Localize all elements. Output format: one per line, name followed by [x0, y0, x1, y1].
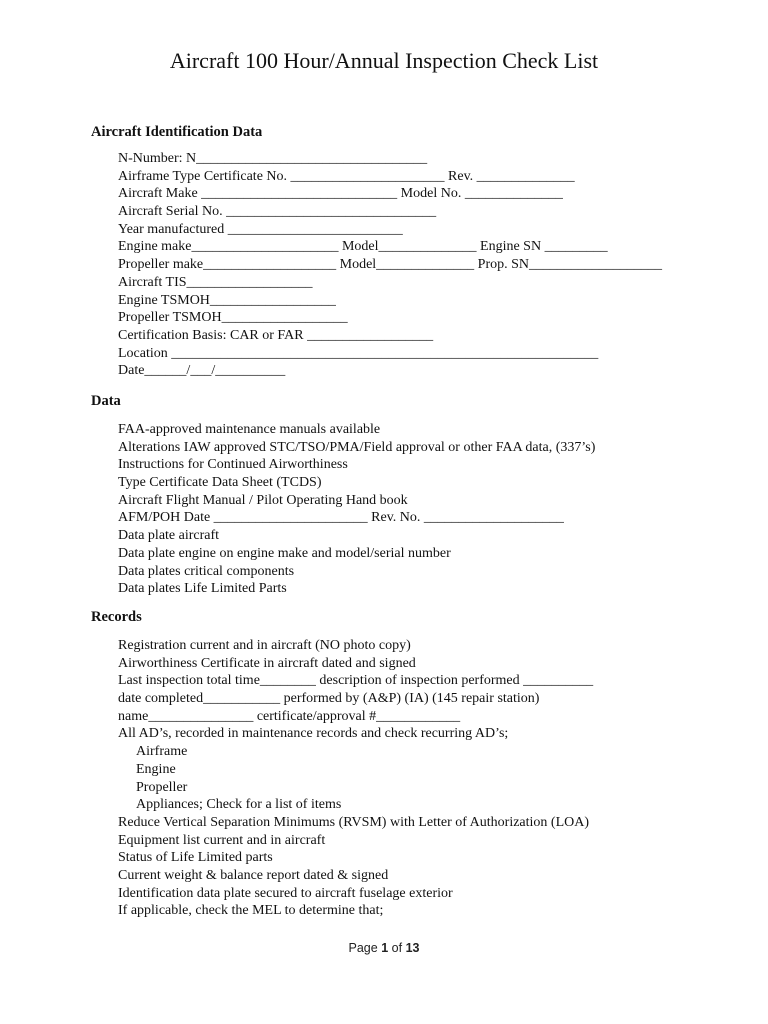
item-text: Data plates critical components	[118, 563, 295, 579]
item-text: N-Number: N_________________________________	[118, 151, 428, 166]
section-heading-identification: Aircraft Identification Data	[91, 124, 263, 140]
item-text: Airworthiness Certificate in aircraft dated and signed	[118, 655, 416, 671]
page-total: 13	[405, 941, 420, 955]
item-text: Certification Basis: CAR or FAR __________________	[118, 327, 434, 343]
item-text: AFM/POH Date ______________________ Rev. No. ____________________	[118, 510, 564, 526]
item-text: Engine make_____________________ Model______________ Engine SN _________	[118, 239, 608, 255]
item-text: Propeller make___________________ Model______________ Prop. SN___________________	[118, 257, 663, 273]
item-text: Data plates Life Limited Parts	[118, 581, 287, 597]
item-text: Type Certificate Data Sheet (TCDS)	[118, 475, 322, 491]
item-text: Aircraft Make ____________________________ Model No. ______________	[118, 186, 563, 202]
item-text: Equipment list current and in aircraft	[118, 832, 326, 848]
item-text: Location _____________________________________________________________	[118, 345, 599, 361]
sub-item-text: Engine	[136, 761, 176, 777]
item-text: Last inspection total time________ description of inspection performed __________	[118, 673, 594, 689]
page-current: 1	[381, 941, 389, 955]
section-heading-data: Data	[91, 393, 121, 409]
item-text: Propeller TSMOH__________________	[118, 310, 348, 326]
item-text: Registration current and in aircraft (NO photo copy)	[118, 638, 411, 653]
item-text: date completed___________ performed by (A&P) (IA) (145 repair station)	[118, 691, 540, 707]
item-text: Data plate aircraft	[118, 528, 220, 544]
item-text: Reduce Vertical Separation Minimums (RVSM) with Letter of Authorization (LOA)	[118, 814, 590, 830]
item-text: Year manufactured _________________________	[118, 221, 403, 237]
sub-item-text: Appliances; Check for a list of items	[136, 797, 342, 813]
page-footer	[0, 941, 768, 955]
item-text: Alterations IAW approved STC/TSO/PMA/Field approval or other FAA data, (337’s)	[118, 439, 596, 455]
item-text: Status of Life Limited parts	[118, 850, 273, 866]
item-text: Current weight & balance report dated & signed	[118, 867, 389, 883]
item-text: Date______/___/__________	[118, 363, 286, 379]
page-label: Page	[348, 941, 378, 955]
of-label: of	[391, 941, 403, 955]
item-text: All AD’s, recorded in maintenance records and check recurring AD’s;	[118, 726, 509, 742]
sub-item-text: Airframe	[136, 744, 188, 760]
item-text: Aircraft Serial No. ______________________________	[118, 204, 437, 220]
item-text: Identification data plate secured to aircraft fuselage exterior	[118, 885, 453, 901]
item-text: name_______________ certificate/approval #____________	[118, 708, 461, 724]
section-heading-records: Records	[91, 609, 142, 625]
item-text: Engine TSMOH__________________	[118, 292, 336, 308]
document-title: Aircraft 100 Hour/Annual Inspection Check List	[169, 48, 599, 73]
item-text: Aircraft TIS__________________	[118, 274, 313, 290]
item-text: Data plate engine on engine make and model/serial number	[118, 545, 451, 561]
item-text: If applicable, check the MEL to determine that;	[118, 903, 384, 919]
sub-item-text: Propeller	[136, 779, 188, 795]
item-text: Instructions for Continued Airworthiness	[118, 457, 348, 473]
item-text: Airframe Type Certificate No. ______________________ Rev. ______________	[118, 168, 575, 184]
item-text: Aircraft Flight Manual / Pilot Operating Hand book	[118, 492, 408, 508]
item-text: FAA-approved maintenance manuals available	[118, 422, 381, 437]
